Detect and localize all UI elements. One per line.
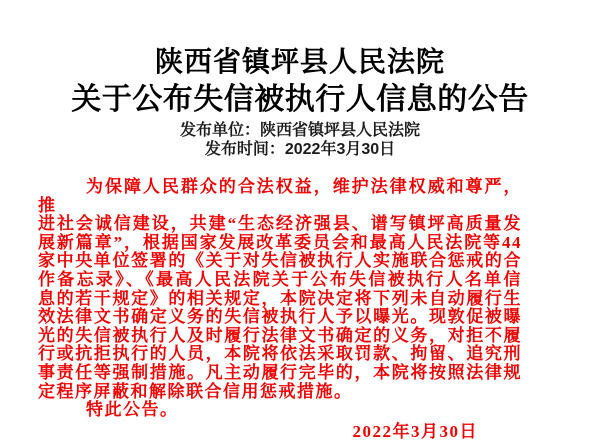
publisher-line: 发布单位：陕西省镇坪县人民法院 bbox=[179, 122, 420, 139]
body-line: 效法律文书确定义务的失信被执行人予以曝光。现敦促被曝 bbox=[38, 307, 522, 327]
announcement-header bbox=[0, 0, 600, 159]
body-line: 行或抗拒执行的人员，本院将依法采取罚款、拘留、追究刑 bbox=[38, 344, 522, 364]
body-line: 作备忘录》、《最高人民法院关于公布失信被执行人名单信 bbox=[38, 269, 522, 289]
announcement-body bbox=[38, 178, 522, 441]
publish-date-line: 发布时间：2022年3月30日 bbox=[204, 141, 396, 158]
body-line: 展新篇章”，根据国家发展改革委员会和最高人民法院等44 bbox=[38, 232, 522, 252]
signature-date: 2022年3月30日 bbox=[352, 421, 478, 441]
body-line: 息的若干规定》的相关规定，本院决定将下列未自动履行生 bbox=[38, 288, 522, 308]
closing-line: 特此公告。 bbox=[86, 400, 179, 420]
body-line: 光的失信被执行人及时履行法律文书确定的义务，对拒不履 bbox=[38, 325, 522, 345]
announcement-title: 关于公布失信被执行人信息的公告 bbox=[71, 83, 529, 116]
body-line: 事责任等强制措施。凡主动履行完毕的，本院将按照法律规 bbox=[38, 362, 522, 382]
court-name-title: 陕西省镇坪县人民法院 bbox=[154, 47, 445, 78]
body-line: 为保障人民群众的合法权益，维护法律权威和尊严，推 bbox=[38, 177, 522, 215]
body-line: 定程序屏蔽和解除联合信用惩戒措施。 bbox=[38, 381, 353, 401]
body-line: 家中央单位签署的《关于对失信被执行人实施联合惩戒的合 bbox=[38, 251, 522, 271]
body-line: 进社会诚信建设，共建“生态经济强县、谱写镇坪高质量发 bbox=[38, 214, 522, 234]
